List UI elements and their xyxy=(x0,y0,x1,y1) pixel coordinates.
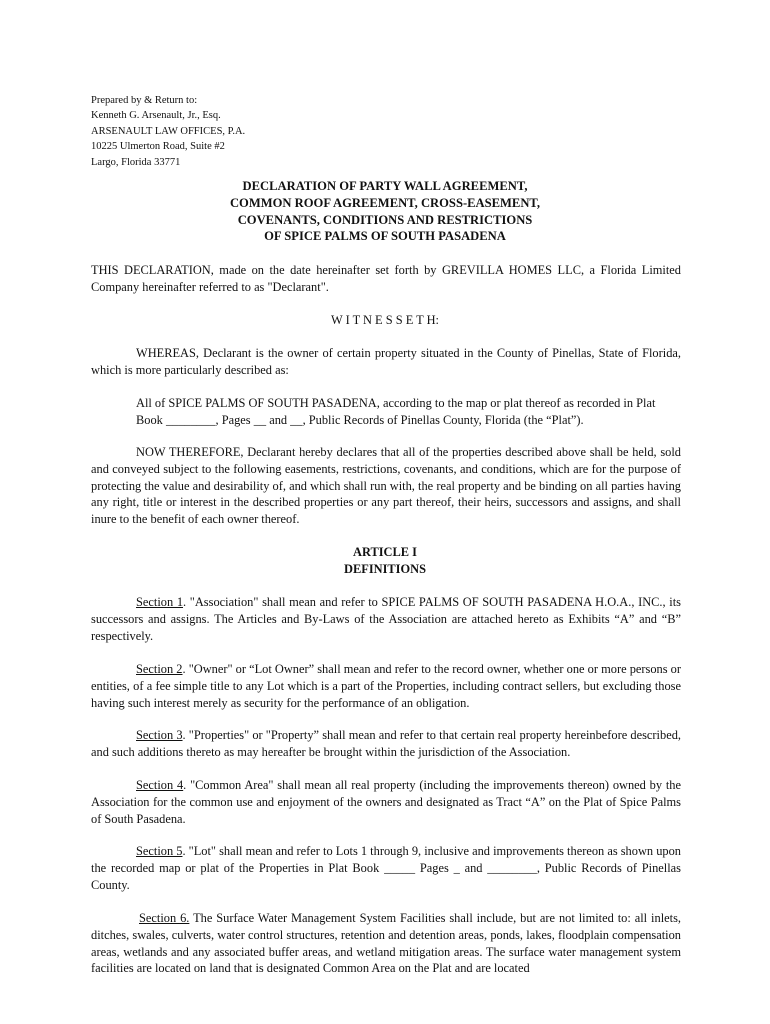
address-street: 10225 Ulmerton Road, Suite #2 xyxy=(91,141,225,153)
section-text: . "Owner" or “Lot Owner” shall mean and refer to the record owner, whether one or more persons or entities, of a fee simple title to any Lot which is a part of the Properties, including contract sellers, but excluding those having such interest merely as security for the performance of an obligation. xyxy=(91,662,681,710)
title-line-2: COMMON ROOF AGREEMENT, CROSS-EASEMENT, xyxy=(229,195,541,210)
section-3 xyxy=(91,727,681,761)
section-label: Section 6. xyxy=(139,911,190,925)
section-label: Section 5 xyxy=(136,844,183,858)
intro-paragraph: THIS DECLARATION, made on the date hereinafter set forth by GREVILLA HOMES LLC, a Florida Limited Company hereinafter referred to as "Declarant". xyxy=(91,263,681,294)
section-text: . "Association" shall mean and refer to SPICE PALMS OF SOUTH PASADENA H.O.A., INC., its successors and assigns. The Articles and By-Laws of the Association are attached hereto as Exhibits “A” and “B” respectively. xyxy=(91,595,681,643)
article-number: ARTICLE I xyxy=(353,545,417,559)
article-heading: DEFINITIONS xyxy=(344,562,426,576)
section-1 xyxy=(91,594,681,644)
section-4 xyxy=(91,777,681,827)
section-5 xyxy=(91,843,681,893)
section-label: Section 1 xyxy=(136,595,184,609)
title-line-4: OF SPICE PALMS OF SOUTH PASADENA xyxy=(264,229,506,244)
section-6 xyxy=(91,910,681,977)
legal-description: All of SPICE PALMS OF SOUTH PASADENA, according to the map or plat thereof as recorded in Plat Book ________, Pages __ and __, Public Records of Pinellas County, Florida (the “Plat”). xyxy=(136,396,656,427)
section-text: . "Properties" or "Property” shall mean and refer to that certain real property hereinbefore described, and such additions thereto as may hereafter be brought within the jurisdiction of the Association. xyxy=(91,728,681,759)
title-line-1: DECLARATION OF PARTY WALL AGREEMENT, xyxy=(242,179,528,193)
title-line-3: COVENANTS, CONDITIONS AND RESTRICTIONS xyxy=(237,212,533,227)
prepared-by-line: Prepared by & Return to: xyxy=(91,95,198,106)
now-therefore-paragraph: NOW THEREFORE, Declarant hereby declares that all of the properties described above shall be held, sold and conveyed subject to the following easements, restrictions, covenants, and conditions, which are for the purpose of protecting the value and desirability of, and which shall run with, the real property and be binding on all parties having any right, title or interest in the described properties or any part thereof, their heirs, successors and assigns, and shall inure to the benefit of each owner thereof. xyxy=(91,445,681,527)
section-text: . "Lot" shall mean and refer to Lots 1 through 9, inclusive and improvements thereon as shown upon the recorded map or plat of the Properties in Plat Book _____ Pages _ and ________, Public Records of Pinellas County. xyxy=(91,844,681,892)
section-label: Section 3 xyxy=(136,728,183,742)
section-text: The Surface Water Management System Facilities shall include, but are not limited to: all inlets, ditches, swales, culverts, water control structures, retention and detention areas, ponds, lakes, floodplain compensation areas, wetlands and any associated buffer areas, and wetland mitigation areas. The surface water management system facilities are located on land that is designated Common Area on the Plat and are located xyxy=(91,911,681,976)
witnesseth-heading: W I T N E S S E T H: xyxy=(331,313,439,327)
section-label: Section 4 xyxy=(136,778,184,792)
section-label: Section 2 xyxy=(136,662,183,676)
law-office-name: ARSENAULT LAW OFFICES, P.A. xyxy=(91,125,246,137)
section-2 xyxy=(91,661,681,711)
attorney-name: Kenneth G. Arsenault, Jr., Esq. xyxy=(91,110,221,122)
prepared-by-block xyxy=(91,93,245,170)
document-title xyxy=(0,178,770,245)
whereas-paragraph: WHEREAS, Declarant is the owner of certain property situated in the County of Pinellas, State of Florida, which is more particularly described as: xyxy=(91,346,681,377)
address-city: Largo, Florida 33771 xyxy=(91,156,181,168)
section-text: . "Common Area" shall mean all real property (including the improvements thereon) owned by the Association for the common use and enjoyment of the owners and designated as Tract “A” on the Plat of Spice Palms of South Pasadena. xyxy=(91,778,681,826)
